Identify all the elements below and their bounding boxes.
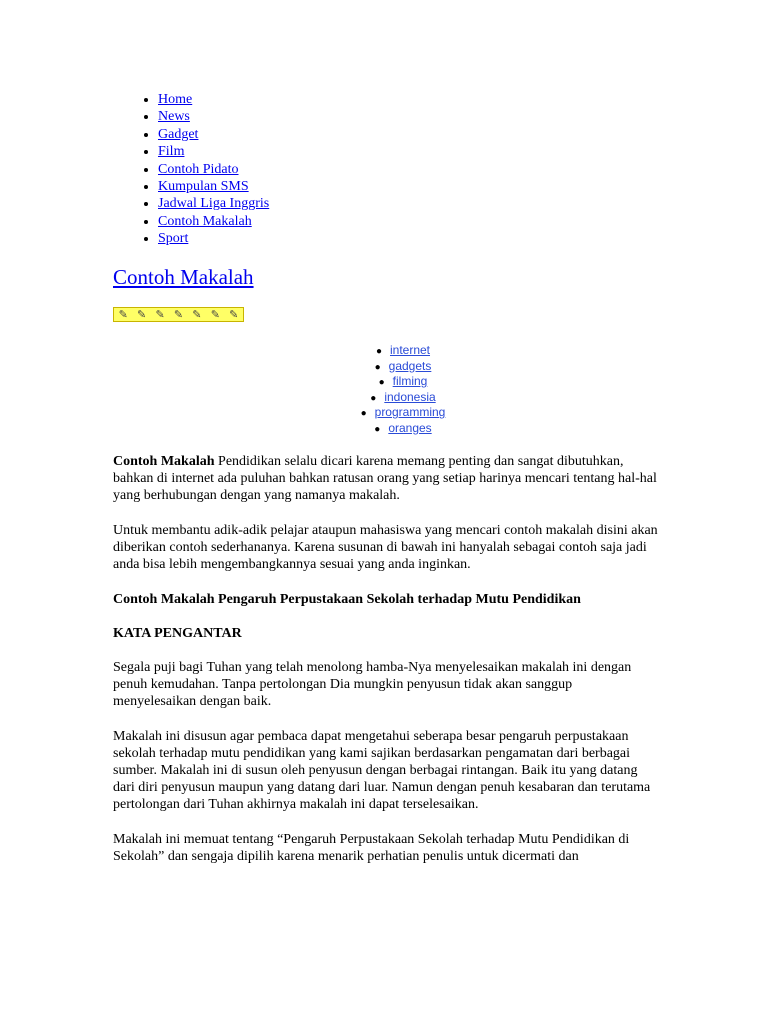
article-intro-text: Pendidikan selalu dicari karena memang penting dan sangat dibutuhkan, bahkan di internet ada puluhan bahkan ratusan orang yang setiap harinya mencari tentang hal-hal yang berhubungan dengan yang namanya makalah. <box>113 454 657 503</box>
nav-item-jadwal-liga-inggris <box>158 195 269 212</box>
nav-link-news[interactable]: News <box>158 109 190 125</box>
rating-star-icon[interactable]: ✎ <box>137 308 147 321</box>
tag-link-gadgets[interactable]: gadgets <box>388 358 432 373</box>
tag-item <box>0 343 768 359</box>
nav-link-kumpulan-sms[interactable]: Kumpulan SMS <box>158 178 249 194</box>
article-body <box>113 453 658 883</box>
nav-item-news <box>158 108 269 125</box>
nav-link-gadget[interactable]: Gadget <box>158 126 199 142</box>
page-title-link[interactable]: Contoh Makalah <box>113 265 254 289</box>
article-paragraph: Makalah ini disusun agar pembaca dapat mengetahui seberapa besar pengaruh perpustakaan sekolah terhadap mutu pendidikan yang kami sajikan berdasarkan pengamatan dari berbagai sumber. Makalah ini di susun oleh penyusun dengan berbagai rintangan. Baik itu yang datang dari diri penyusun maupun yang datang dari luar. Namun dengan penuh kesabaran dan terutama pertolongan dari Tuhan akhirnya makalah ini dapat terselesaikan. <box>113 729 651 812</box>
tag-list <box>0 343 768 437</box>
nav-link-sport[interactable]: Sport <box>158 231 189 247</box>
article-paragraph: Makalah ini memuat tentang “Pengaruh Perpustakaan Sekolah terhadap Mutu Pendidikan di Sekolah” dan sengaja dipilih karena menarik perhatian penulis untuk dicermati dan <box>113 832 630 864</box>
article-paragraph: Untuk membantu adik-adik pelajar ataupun mahasiswa yang mencari contoh makalah disini akan diberikan contoh sederhananya. Karena susunan di bawah ini hanyalah sebagai contoh saja jadi anda bisa lebih mengembangkannya sesuai yang anda inginkan. <box>113 523 658 572</box>
nav-item-gadget <box>158 126 269 143</box>
nav-item-film <box>158 143 269 160</box>
article-paragraph: Segala puji bagi Tuhan yang telah menolong hamba-Nya menyelesaikan makalah ini dengan penuh kemudahan. Tanpa pertolongan Dia mungkin penyusun tidak akan sanggup menyelesaikan dengan baik. <box>113 660 632 709</box>
rating-star-icon[interactable]: ✎ <box>229 308 239 321</box>
tag-link-oranges[interactable]: oranges <box>388 420 432 435</box>
nav-item-contoh-pidato <box>158 161 269 178</box>
page-title <box>113 264 254 290</box>
nav-item-contoh-makalah <box>158 213 269 230</box>
nav-link-film[interactable]: Film <box>158 144 185 160</box>
tag-item <box>0 421 768 437</box>
rating-star-icon[interactable]: ✎ <box>192 308 202 321</box>
article-subtitle: Contoh Makalah Pengaruh Perpustakaan Sekolah terhadap Mutu Pendidikan <box>113 592 581 607</box>
nav-item-kumpulan-sms <box>158 178 269 195</box>
rating-star-icon[interactable]: ✎ <box>155 308 165 321</box>
tag-link-programming[interactable]: programming <box>374 405 446 420</box>
tag-item <box>0 359 768 375</box>
tag-link-filming[interactable]: filming <box>392 374 428 389</box>
tag-item <box>0 390 768 406</box>
nav-link-home[interactable]: Home <box>158 92 193 107</box>
tag-item <box>0 374 768 390</box>
nav-link-jadwal-liga-inggris[interactable]: Jadwal Liga Inggris <box>158 196 270 212</box>
article-intro <box>113 453 658 504</box>
rating-stars[interactable] <box>113 307 244 322</box>
nav-item-sport <box>158 230 269 247</box>
bullet-icon: ● <box>360 408 367 420</box>
nav-item-home <box>158 91 269 108</box>
article-intro-bold: Contoh Makalah <box>113 454 215 469</box>
nav-link-contoh-pidato[interactable]: Contoh Pidato <box>158 161 239 177</box>
bullet-icon: ● <box>375 346 382 357</box>
rating-star-icon[interactable]: ✎ <box>118 308 128 321</box>
top-navigation <box>136 91 269 248</box>
nav-link-contoh-makalah[interactable]: Contoh Makalah <box>158 213 252 229</box>
bullet-icon: ● <box>378 377 385 389</box>
section-heading: KATA PENGANTAR <box>113 626 242 641</box>
bullet-icon: ● <box>374 361 381 373</box>
tag-link-internet[interactable]: internet <box>389 343 431 357</box>
rating-star-icon[interactable]: ✎ <box>210 308 220 321</box>
bullet-icon: ● <box>374 423 381 435</box>
rating-star-icon[interactable]: ✎ <box>173 308 184 321</box>
bullet-icon: ● <box>370 392 377 404</box>
tag-link-indonesia[interactable]: indonesia <box>384 389 436 404</box>
tag-item <box>0 405 768 421</box>
